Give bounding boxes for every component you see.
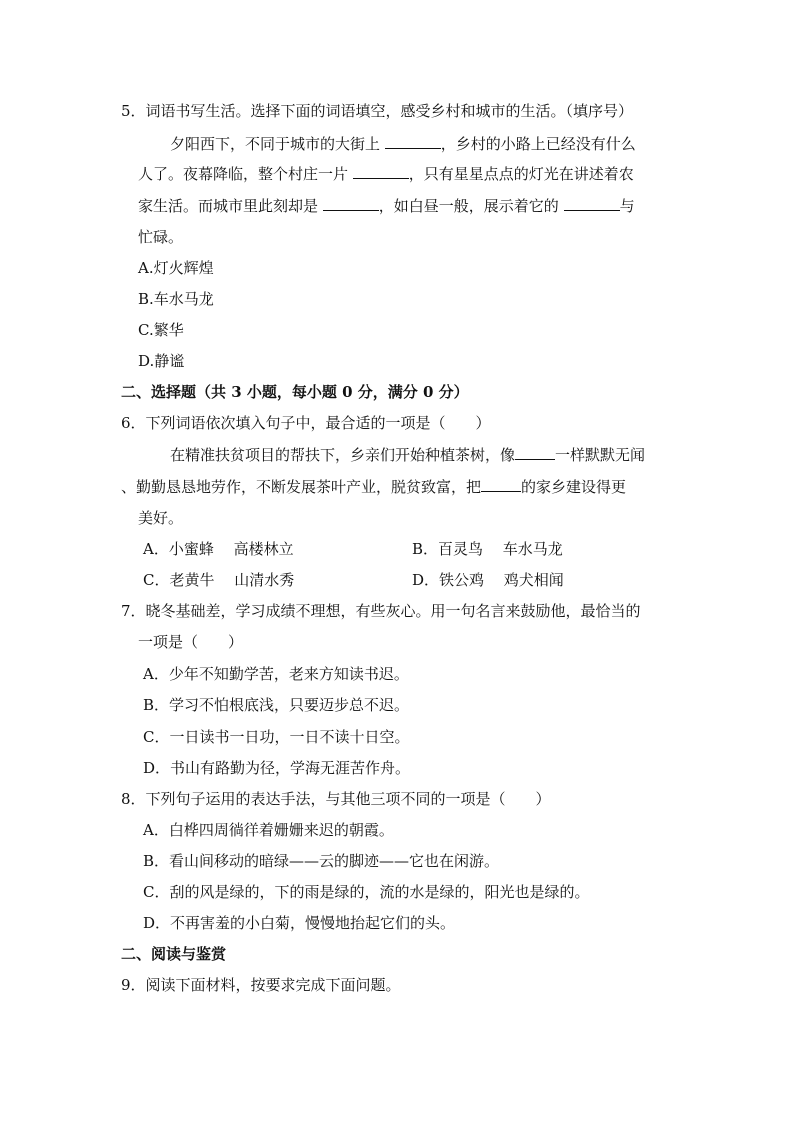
q5-option-c[interactable]: C.繁华 <box>138 321 184 339</box>
fill-blank-3[interactable] <box>323 196 379 211</box>
q5-paragraph-line-4: 忙碌。 <box>138 228 184 246</box>
q6-text: 在精准扶贫项目的帮扶下，乡亲们开始种植茶树，像 <box>170 446 516 464</box>
q5-option-d[interactable]: D.静谧 <box>138 352 185 370</box>
q9-title: 9．阅读下面材料，按要求完成下面问题。 <box>121 976 401 994</box>
q6-option-d[interactable]: D．铁公鸡 鸡犬相闻 <box>412 571 564 589</box>
fill-blank-q6-2[interactable] <box>481 477 521 492</box>
q7-option-a[interactable]: A．少年不知勤学苦，老来方知读书迟。 <box>143 665 409 683</box>
q8-option-c[interactable]: C．刮的风是绿的，下的雨是绿的，流的水是绿的，阳光也是绿的。 <box>143 883 590 901</box>
q7-option-c[interactable]: C．一日读书一日功，一日不读十日空。 <box>143 728 410 746</box>
q7-title-line-1: 7．晓冬基础差，学习成绩不理想，有些灰心。用一句名言来鼓励他，最恰当的 <box>121 602 641 620</box>
q6-option-a[interactable]: A．小蜜蜂 高楼林立 <box>143 540 294 558</box>
q7-option-d[interactable]: D．书山有路勤为径，学海无涯苦作舟。 <box>143 759 411 777</box>
q8-option-a[interactable]: A．白桦四周徜徉着姗姗来迟的朝霞。 <box>143 821 394 839</box>
q7-option-b[interactable]: B．学习不怕根底浅，只要迈步总不迟。 <box>143 696 410 714</box>
q6-option-c[interactable]: C．老黄牛 山清水秀 <box>143 571 295 589</box>
q5-text: ，如白昼一般，展示着它的 <box>378 197 564 215</box>
q6-text: 、勤勤恳恳地劳作，不断发展茶叶产业，脱贫致富，把 <box>121 478 482 496</box>
q5-text: 家生活。而城市里此刻却是 <box>138 197 323 215</box>
fill-blank-2[interactable] <box>353 164 409 179</box>
q6-paragraph-line-2 <box>121 477 626 497</box>
q5-paragraph-line-3 <box>138 196 635 216</box>
q6-option-b[interactable]: B．百灵鸟 车水马龙 <box>412 540 563 558</box>
q6-text: 的家乡建设得更 <box>521 478 627 496</box>
q6-text: 一样默默无闻 <box>555 446 646 464</box>
q5-text: ，只有星星点点的灯光在讲述着农 <box>408 165 634 183</box>
q6-title: 6．下列词语依次填入句子中，最合适的一项是（ ） <box>121 414 491 432</box>
q5-text: 夕阳西下，不同于城市的大街上 <box>170 135 385 153</box>
q5-option-b[interactable]: B.车水马龙 <box>138 290 214 308</box>
section-heading-reading: 二、阅读与鉴赏 <box>121 945 227 963</box>
q5-text: 与 <box>619 197 635 215</box>
q5-paragraph-line-2 <box>138 164 634 184</box>
q5-option-a[interactable]: A.灯火辉煌 <box>138 259 214 277</box>
fill-blank-1[interactable] <box>385 134 441 149</box>
q8-title: 8．下列句子运用的表达手法，与其他三项不同的一项是（ ） <box>121 790 551 808</box>
q5-paragraph-line-1 <box>170 134 636 154</box>
q5-title: 5．词语书写生活。选择下面的词语填空，感受乡村和城市的生活。（填序号） <box>121 102 634 120</box>
q8-option-d[interactable]: D．不再害羞的小白菊，慢慢地抬起它们的头。 <box>143 914 456 932</box>
q8-option-b[interactable]: B．看山间移动的暗绿——云的脚迹——它也在闲游。 <box>143 852 500 870</box>
q7-title-line-2: 一项是（ ） <box>138 633 244 651</box>
q5-text: ，乡村的小路上已经没有什么 <box>440 135 636 153</box>
q6-paragraph-line-1 <box>170 445 645 465</box>
fill-blank-q6-1[interactable] <box>515 445 555 460</box>
q5-text: 人了。夜幕降临，整个村庄一片 <box>138 165 353 183</box>
q6-paragraph-line-3: 美好。 <box>138 509 184 527</box>
section-heading-choice: 二、选择题（共 3 小题，每小题 0 分，满分 0 分） <box>121 383 469 401</box>
fill-blank-4[interactable] <box>564 196 620 211</box>
